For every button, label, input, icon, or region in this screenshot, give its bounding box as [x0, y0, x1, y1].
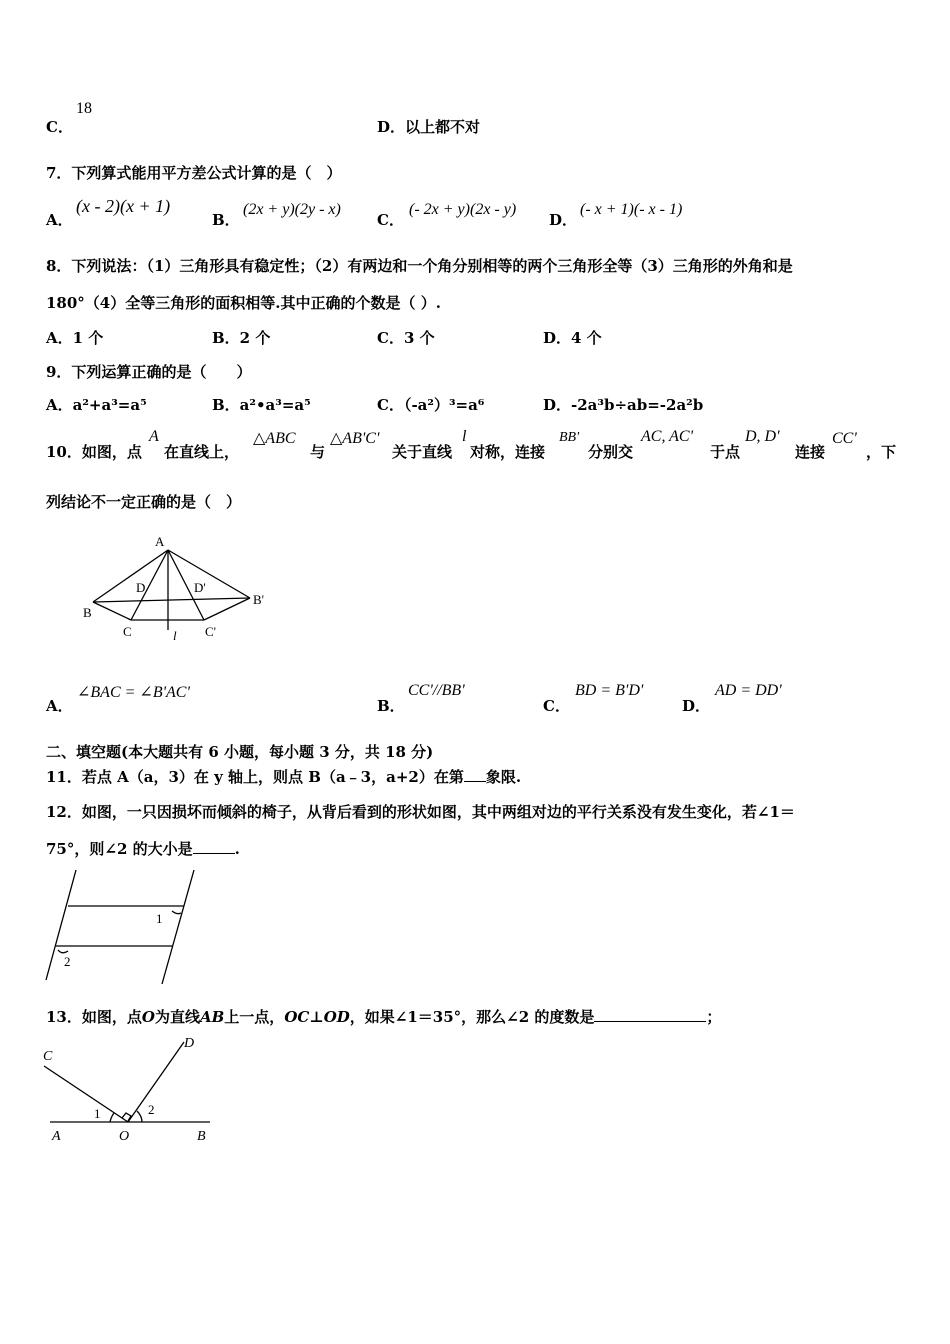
q10-text-1: 10．如图，点	[46, 443, 142, 461]
q8-stem-line1: 8．下列说法：（1）三角形具有稳定性；（2）有两边和一个角分别相等的两个三角形全等（3）三角形的外角和是	[46, 257, 793, 275]
fig-label-angle-2: 2	[148, 1102, 155, 1117]
q6-option-d-value: 以上都不对	[405, 118, 481, 136]
q10-triangle-abc: △ABC	[253, 430, 296, 447]
q7-option-b-label: B．	[212, 211, 240, 229]
fig-label-d: D	[184, 1036, 195, 1051]
section-fill-in-title: 二、填空题(本大题共有 6 小题，每小题 3 分，共 18 分)	[46, 743, 434, 761]
q10-line-l: l	[462, 428, 467, 445]
fig-label-a: A	[52, 1129, 61, 1144]
fig-label-d: D	[136, 580, 146, 595]
fig-label-c-prime: C'	[205, 624, 217, 639]
q13-point-o: O	[141, 1008, 155, 1026]
q7-option-a-label: A．	[46, 211, 73, 229]
q8-option-b: B．2 个	[212, 329, 271, 347]
segment-ab	[93, 550, 168, 602]
q7-option-d-expr: (- x + 1)(- x - 1)	[580, 201, 683, 218]
q13-perp-relation: OC⊥OD	[284, 1008, 350, 1026]
angle-1-arc	[110, 1113, 114, 1122]
q13-line-ab: AB	[199, 1008, 225, 1026]
q12-answer-blank[interactable]	[193, 853, 235, 854]
q13-answer-blank[interactable]	[594, 1021, 706, 1022]
q10-option-d-expr: AD = DD'	[715, 682, 782, 699]
segment-c-prime-b-prime	[204, 598, 250, 620]
segment-bb-prime	[93, 598, 250, 602]
q10-option-b-label: B．	[377, 697, 405, 715]
q10-segment-bb: BB'	[559, 430, 580, 445]
q12-stem-line2	[46, 838, 240, 859]
segment-bc	[93, 602, 131, 620]
q10-text-6: 分别交	[588, 443, 634, 461]
q7-option-b-expr: (2x + y)(2y - x)	[243, 201, 341, 218]
q11-text-post: 象限.	[485, 768, 522, 786]
q10-option-c-expr: BD = B'D'	[575, 682, 644, 699]
q10-text-3: 与	[310, 443, 326, 461]
q10-figure	[80, 530, 280, 642]
q6-option-c-label: C．	[46, 118, 73, 136]
chair-right-leg	[162, 870, 194, 984]
q7-option-d-label: D．	[549, 211, 578, 229]
angle-2-arc	[137, 1111, 142, 1122]
q13-text-2: 为直线	[154, 1008, 200, 1026]
q9-option-d: D．-2a³b÷ab=-2a²b	[543, 396, 704, 414]
chair-left-leg	[46, 870, 76, 980]
q11-stem	[46, 766, 521, 787]
fig-label-angle-2: 2	[64, 954, 71, 969]
fig-label-b: B	[197, 1129, 206, 1144]
q10-text-4: 关于直线	[392, 443, 453, 461]
q7-option-a-expr: (x - 2)(x + 1)	[76, 196, 171, 216]
fig-label-b-prime: B'	[253, 592, 265, 607]
q13-text-4: ，如果∠1＝35°，那么∠2 的度数是	[349, 1008, 595, 1026]
q9-option-a: A．a²+a³=a⁵	[46, 396, 147, 414]
q12-stem-line1: 12．如图，一只因损坏而倾斜的椅子，从背后看到的形状如图，其中两组对边的平行关系没有发生变化，若∠1＝	[46, 803, 795, 821]
q7-option-c-expr: (- 2x + y)(2x - y)	[409, 201, 517, 218]
q10-segment-cc: CC'	[832, 430, 857, 447]
angle-1-arc	[172, 911, 181, 914]
q9-stem: 9．下列运算正确的是（ ）	[46, 363, 252, 381]
fig-label-d-prime: D'	[194, 580, 206, 595]
q10-option-a-expr: ∠BAC = ∠B'AC'	[77, 684, 190, 701]
q10-option-a-label: A．	[46, 697, 73, 715]
q10-triangle-ab-c: △AB'C'	[330, 430, 380, 447]
q10-option-c-label: C．	[543, 697, 570, 715]
q13-text-1: 13．如图，点	[46, 1008, 142, 1026]
q10-point-a: A	[149, 428, 159, 445]
q13-text-5: ；	[706, 1008, 722, 1026]
fig-label-c: C	[123, 624, 132, 639]
q10-option-b-expr: CC'//BB'	[408, 682, 465, 699]
q7-option-c-label: C．	[377, 211, 404, 229]
fig-label-l: l	[173, 628, 177, 643]
fig-label-angle-1: 1	[156, 911, 163, 926]
ray-od	[128, 1042, 184, 1122]
fig-label-b: B	[83, 605, 92, 620]
q8-stem-line2: 180°（4）全等三角形的面积相等.其中正确的个数是（ ）.	[46, 294, 441, 312]
q10-option-d-label: D．	[682, 697, 711, 715]
q6-option-c-value: 18	[76, 100, 92, 117]
fig-label-angle-1: 1	[94, 1106, 101, 1121]
q6-option-d-label: D．	[377, 118, 406, 136]
q11-answer-blank[interactable]	[464, 781, 486, 782]
q10-stem-line2: 列结论不一定正确的是（ ）	[46, 493, 242, 511]
fig-label-c: C	[43, 1049, 53, 1064]
q10-text-9: ，下	[866, 443, 897, 461]
q8-option-a: A．1 个	[46, 329, 104, 347]
q10-text-8: 连接	[795, 443, 826, 461]
angle-2-arc	[58, 950, 68, 953]
q9-option-b: B．a²•a³=a⁵	[212, 396, 311, 414]
q13-stem	[46, 1006, 721, 1027]
q8-option-d: D．4 个	[543, 329, 602, 347]
q9-option-c: C．（-a²）³=a⁶	[377, 396, 485, 414]
fig-label-o: O	[119, 1129, 130, 1144]
q12-text-pre: 75°，则∠2 的大小是	[46, 840, 193, 858]
fig-label-a: A	[155, 534, 165, 549]
q7-stem: 7．下列算式能用平方差公式计算的是（ ）	[46, 164, 342, 182]
q13-text-3: 上一点，	[224, 1008, 285, 1026]
q12-figure	[44, 868, 204, 988]
q13-figure	[40, 1032, 220, 1147]
q8-option-c: C．3 个	[377, 329, 435, 347]
q10-points-dd: D, D'	[745, 428, 780, 445]
q12-text-post: .	[234, 840, 240, 858]
ray-oc	[44, 1066, 128, 1122]
q11-text-pre: 11．若点 A（a，3）在 y 轴上，则点 B（a﹣3，a+2）在第	[46, 768, 464, 786]
q10-segments-ac: AC, AC'	[641, 428, 694, 445]
q10-text-2: 在直线上，	[164, 443, 240, 461]
q10-text-5: 对称，连接	[470, 443, 546, 461]
q10-text-7: 于点	[710, 443, 741, 461]
